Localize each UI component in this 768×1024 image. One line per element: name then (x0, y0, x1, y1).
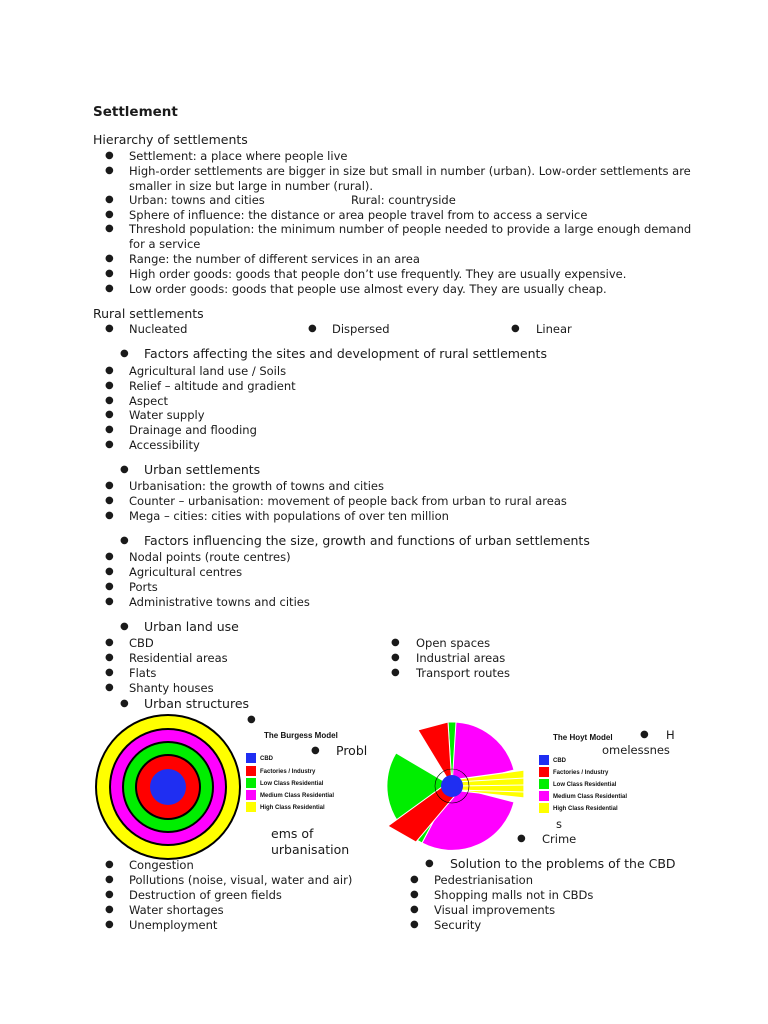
legend-swatch (246, 778, 256, 788)
hoyt-cbd (441, 775, 463, 797)
legend-label: High Class Residential (260, 805, 325, 811)
list-item: Agricultural centres (129, 565, 243, 579)
homeless-part3: s (556, 817, 562, 831)
list-item: Accessibility (129, 438, 200, 452)
rural-heading: Rural settlements (93, 306, 204, 321)
list-item: Agricultural land use / Soils (129, 364, 287, 378)
bullet-icon: ● (105, 904, 114, 915)
bullet-icon: ● (105, 253, 114, 264)
bullet-icon: ● (105, 409, 114, 420)
list-item: Security (434, 918, 482, 932)
legend-label: CBD (260, 756, 273, 762)
bullet-icon: ● (311, 745, 320, 756)
bullet-icon: ● (105, 150, 114, 161)
bullet-icon: ● (105, 323, 114, 334)
list-item-continuation: for a service (129, 237, 201, 251)
legend-swatch (246, 790, 256, 800)
page-title: Settlement (93, 104, 178, 120)
bullet-icon: ● (391, 652, 400, 663)
hierarchy-heading: Hierarchy of settlements (93, 132, 248, 147)
list-item: Drainage and flooding (129, 423, 257, 437)
list-item: Water shortages (129, 903, 224, 917)
problems-heading-part1: Probl (336, 743, 368, 758)
bullet-icon: ● (410, 904, 419, 915)
legend-label: CBD (553, 758, 566, 764)
burgess-model-diagram (93, 712, 243, 862)
bullet-icon: ● (105, 874, 114, 885)
bullet-icon: ● (425, 858, 434, 869)
solutions-heading: Solution to the problems of the CBD (450, 856, 676, 871)
list-item: Pedestrianisation (434, 873, 533, 887)
bullet-icon: ● (105, 667, 114, 678)
list-item: Counter – urbanisation: movement of people back from urban to rural areas (129, 494, 567, 508)
list-item: Rural: countryside (351, 193, 456, 207)
rural-type: Dispersed (332, 322, 390, 336)
legend-swatch (539, 779, 549, 789)
bullet-icon: ● (105, 395, 114, 406)
list-item: Residential areas (129, 651, 228, 665)
homeless-part2: omelessnes (602, 743, 670, 757)
list-item: Flats (129, 666, 157, 680)
list-item: Open spaces (416, 636, 491, 650)
bullet-icon: ● (105, 566, 114, 577)
bullet-icon: ● (105, 365, 114, 376)
list-item: Water supply (129, 408, 205, 422)
list-item: Low order goods: goods that people use almost every day. They are usually cheap. (129, 282, 607, 296)
list-item: Shanty houses (129, 681, 214, 695)
list-item: Aspect (129, 394, 169, 408)
list-item: Ports (129, 580, 158, 594)
problems-heading-part2: ems of (271, 826, 314, 841)
list-item: Urban: towns and cities (129, 193, 265, 207)
list-item: Settlement: a place where people live (129, 149, 348, 163)
bullet-icon: ● (105, 596, 114, 607)
bullet-icon: ● (105, 424, 114, 435)
list-item: Range: the number of different services in an area (129, 252, 420, 266)
legend-label: Medium Class Residential (553, 794, 628, 800)
list-item: Unemployment (129, 918, 218, 932)
bullet-icon: ● (511, 323, 520, 334)
legend-swatch (246, 802, 256, 812)
list-item: Relief – altitude and gradient (129, 379, 296, 393)
burgess-title: The Burgess Model (264, 731, 338, 740)
hoyt-title: The Hoyt Model (553, 733, 613, 742)
bullet-icon: ● (391, 667, 400, 678)
bullet-icon: ● (105, 194, 114, 205)
list-item: Sphere of influence: the distance or area people travel from to access a service (129, 208, 588, 222)
crime-item: Crime (542, 832, 577, 846)
rural-type: Linear (536, 322, 572, 336)
legend-label: Low Class Residential (260, 781, 324, 787)
bullet-icon: ● (105, 380, 114, 391)
bullet-icon: ● (410, 889, 419, 900)
legend-swatch (246, 753, 256, 763)
bullet-icon: ● (105, 283, 114, 294)
list-item: CBD (129, 636, 154, 650)
bullet-icon: ● (640, 729, 649, 740)
legend-swatch (246, 766, 256, 776)
homeless-part1: H (666, 728, 675, 742)
bullet-icon: ● (105, 495, 114, 506)
bullet-icon: ● (410, 874, 419, 885)
bullet-icon: ● (105, 859, 114, 870)
list-item: Administrative towns and cities (129, 595, 310, 609)
bullet-icon: ● (105, 510, 114, 521)
bullet-icon: ● (247, 714, 256, 725)
bullet-icon: ● (410, 919, 419, 930)
bullet-icon: ● (308, 323, 317, 334)
rural-type: Nucleated (129, 322, 188, 336)
list-item: Destruction of green fields (129, 888, 282, 902)
list-item: High-order settlements are bigger in size but small in number (urban). Low-order settlements are (129, 164, 691, 178)
list-item: Industrial areas (416, 651, 506, 665)
structures-heading: Urban structures (144, 696, 250, 711)
list-item: High order goods: goods that people don’t use frequently. They are usually expensive. (129, 267, 627, 281)
problems-heading-part3: urbanisation (271, 842, 350, 857)
rural-factors-heading: Factors affecting the sites and development of rural settlements (144, 346, 547, 361)
legend-label: Factories / Industry (553, 770, 609, 776)
bullet-icon: ● (105, 268, 114, 279)
bullet-icon: ● (105, 439, 114, 450)
bullet-icon: ● (120, 621, 129, 632)
legend-label: High Class Residential (553, 806, 618, 812)
legend-label: Low Class Residential (553, 782, 617, 788)
bullet-icon: ● (105, 889, 114, 900)
legend-swatch (539, 803, 549, 813)
list-item: Pollutions (noise, visual, water and air) (129, 873, 353, 887)
bullet-icon: ● (517, 833, 526, 844)
land-use-heading: Urban land use (144, 619, 239, 634)
legend-swatch (539, 791, 549, 801)
bullet-icon: ● (105, 480, 114, 491)
legend-swatch (539, 767, 549, 777)
urban-factors-heading: Factors influencing the size, growth and functions of urban settlements (144, 533, 590, 548)
list-item: Nodal points (route centres) (129, 550, 291, 564)
list-item-continuation: smaller in size but large in number (rural). (129, 179, 374, 193)
bullet-icon: ● (105, 551, 114, 562)
list-item: Shopping malls not in CBDs (434, 888, 594, 902)
bullet-icon: ● (120, 698, 129, 709)
list-item: Mega – cities: cities with populations of over ten million (129, 509, 449, 523)
bullet-icon: ● (120, 464, 129, 475)
list-item: Urbanisation: the growth of towns and cities (129, 479, 384, 493)
list-item: Visual improvements (434, 903, 556, 917)
bullet-icon: ● (105, 919, 114, 930)
bullet-icon: ● (105, 637, 114, 648)
bullet-icon: ● (120, 348, 129, 359)
legend-label: Medium Class Residential (260, 793, 335, 799)
bullet-icon: ● (105, 652, 114, 663)
list-item: Transport routes (416, 666, 510, 680)
legend-label: Factories / Industry (260, 769, 316, 775)
list-item: Threshold population: the minimum number of people needed to provide a large enough demand (129, 222, 692, 236)
legend-swatch (539, 755, 549, 765)
bullet-icon: ● (105, 581, 114, 592)
urban-heading: Urban settlements (144, 462, 261, 477)
bullet-icon: ● (105, 223, 114, 234)
list-item: Congestion (129, 858, 194, 872)
bullet-icon: ● (105, 682, 114, 693)
bullet-icon: ● (105, 165, 114, 176)
bullet-icon: ● (120, 535, 129, 546)
hoyt-model-diagram (384, 718, 529, 848)
bullet-icon: ● (105, 209, 114, 220)
bullet-icon: ● (391, 637, 400, 648)
burgess-cbd (150, 769, 186, 805)
